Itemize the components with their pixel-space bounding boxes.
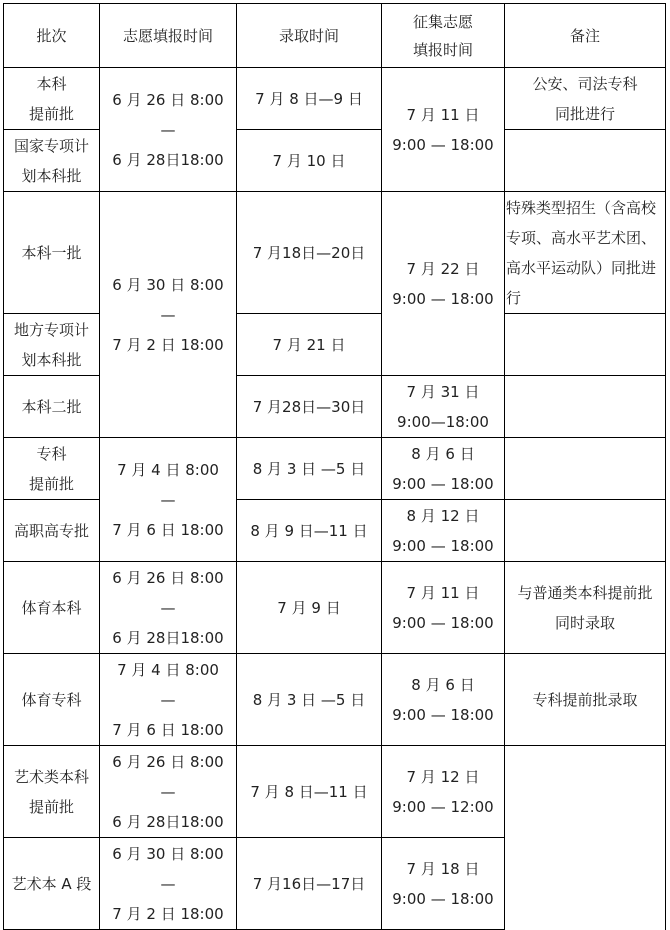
admit-time-cell bbox=[237, 68, 382, 130]
cell-text-line: 批次 bbox=[36, 26, 67, 45]
cell-text-line: 7 月18日—20日 bbox=[252, 243, 366, 262]
batch-cell bbox=[4, 438, 100, 500]
cell-text-line: 本科二批 bbox=[21, 397, 82, 416]
cell-text-line: 8 月 6 日 bbox=[411, 675, 475, 694]
cell-text-line: 9:00 — 18:00 bbox=[392, 289, 494, 308]
collect-time-cell bbox=[382, 376, 505, 438]
cell-text-line: 7 月28日—30日 bbox=[252, 397, 366, 416]
header-admit-time bbox=[237, 4, 382, 68]
cell-text-line: 7 月 10 日 bbox=[272, 151, 346, 170]
cell-text-line: 填报时间 bbox=[412, 40, 473, 59]
cell-text-line: 地方专项计 bbox=[13, 320, 89, 339]
cell-text-line: 8 月 6 日 bbox=[411, 444, 475, 463]
batch-cell bbox=[4, 838, 100, 930]
cell-text-line: 9:00 — 18:00 bbox=[392, 705, 494, 724]
cell-text-line: 7 月16日—17日 bbox=[252, 874, 366, 893]
cell-text-line: 9:00 — 18:00 bbox=[392, 536, 494, 555]
cell-text-line: 6 月 28日18:00 bbox=[112, 628, 224, 647]
fill-time-cell bbox=[100, 192, 237, 438]
cell-text-line: 录取时间 bbox=[278, 26, 339, 45]
cell-text-line: 7 月 4 日 8:00 bbox=[117, 660, 219, 679]
note-cell bbox=[505, 654, 666, 746]
cell-text-line: 征集志愿 bbox=[412, 12, 473, 31]
cell-text-line: 9:00 — 18:00 bbox=[392, 474, 494, 493]
cell-text-line: 7 月 6 日 18:00 bbox=[112, 520, 224, 539]
cell-text-line: 专科 bbox=[36, 444, 67, 463]
cell-text-line: 7 月 8 日—11 日 bbox=[250, 782, 368, 801]
cell-text-line: 提前批 bbox=[28, 797, 74, 816]
cell-text-line: 7 月 18 日 bbox=[406, 859, 480, 878]
header-note bbox=[505, 4, 666, 68]
cell-text-line: 9:00 — 18:00 bbox=[392, 889, 494, 908]
admit-time-cell bbox=[237, 838, 382, 930]
cell-text-line: — bbox=[160, 305, 176, 324]
table-row bbox=[4, 438, 666, 500]
cell-text-line: 国家专项计 bbox=[13, 136, 89, 155]
cell-text-line: 7 月 8 日—9 日 bbox=[255, 89, 363, 108]
collect-time-cell bbox=[382, 654, 505, 746]
admit-time-cell bbox=[237, 562, 382, 654]
collect-time-cell bbox=[382, 838, 505, 930]
cell-text-line: 提前批 bbox=[28, 474, 74, 493]
header-collect-time bbox=[382, 4, 505, 68]
fill-time-cell bbox=[100, 746, 237, 838]
cell-text-line: 7 月 2 日 18:00 bbox=[112, 904, 224, 923]
fill-time-cell bbox=[100, 838, 237, 930]
cell-text-line: 7 月 4 日 8:00 bbox=[117, 460, 219, 479]
cell-text-line: 体育专科 bbox=[21, 690, 82, 709]
collect-time-cell bbox=[382, 68, 505, 192]
admit-time-cell bbox=[237, 500, 382, 562]
batch-cell bbox=[4, 376, 100, 438]
fill-time-cell bbox=[100, 68, 237, 192]
batch-cell bbox=[4, 654, 100, 746]
admit-time-cell bbox=[237, 746, 382, 838]
cell-text-line: 公安、司法专科 bbox=[532, 74, 638, 93]
cell-text-line: — bbox=[160, 598, 176, 617]
cell-text-line: 7 月 2 日 18:00 bbox=[112, 335, 224, 354]
cell-text-line: — bbox=[160, 120, 176, 139]
cell-text-line: — bbox=[160, 490, 176, 509]
batch-cell bbox=[4, 68, 100, 130]
batch-cell bbox=[4, 562, 100, 654]
table-row bbox=[4, 654, 666, 746]
cell-text-line: 6 月 30 日 8:00 bbox=[112, 275, 224, 294]
note-cell bbox=[505, 376, 666, 438]
cell-text-line: 6 月 30 日 8:00 bbox=[112, 844, 224, 863]
cell-text-line: 同时录取 bbox=[554, 613, 615, 632]
cell-text-line: 7 月 11 日 bbox=[406, 583, 480, 602]
cell-text-line: 6 月 28日18:00 bbox=[112, 150, 224, 169]
admit-time-cell bbox=[237, 314, 382, 376]
cell-text-line: 7 月 22 日 bbox=[406, 259, 480, 278]
cell-text-line: — bbox=[160, 690, 176, 709]
batch-cell bbox=[4, 500, 100, 562]
header-fill-time bbox=[100, 4, 237, 68]
cell-text-line: 7 月 6 日 18:00 bbox=[112, 720, 224, 739]
fill-time-cell bbox=[100, 562, 237, 654]
cell-text-line: 8 月 12 日 bbox=[406, 506, 480, 525]
cell-text-line: 6 月 28日18:00 bbox=[112, 812, 224, 831]
note-cell bbox=[505, 192, 666, 314]
table-header-row bbox=[4, 4, 666, 68]
note-cell bbox=[505, 68, 666, 130]
cell-text-line: 9:00 — 12:00 bbox=[392, 797, 494, 816]
cell-text-line: 9:00—18:00 bbox=[397, 412, 489, 431]
cell-text-line: 7 月 9 日 bbox=[277, 598, 341, 617]
cell-text-line: 划本科批 bbox=[21, 166, 82, 185]
cell-text-line: 7 月 21 日 bbox=[272, 335, 346, 354]
admit-time-cell bbox=[237, 130, 382, 192]
cell-text-line: 6 月 26 日 8:00 bbox=[112, 90, 224, 109]
cell-text-line: — bbox=[160, 782, 176, 801]
cell-text-line: 特殊类型招生（含高校专项、高水平艺术团、高水平运动队）同批进行 bbox=[506, 198, 657, 307]
cell-text-line: 9:00 — 18:00 bbox=[392, 613, 494, 632]
cell-text-line: 9:00 — 18:00 bbox=[392, 135, 494, 154]
cell-text-line: 7 月 31 日 bbox=[406, 382, 480, 401]
admit-time-cell bbox=[237, 654, 382, 746]
batch-cell bbox=[4, 314, 100, 376]
cell-text-line: 高职高专批 bbox=[13, 521, 89, 540]
cell-text-line: 7 月 11 日 bbox=[406, 105, 480, 124]
cell-text-line: 本科一批 bbox=[21, 243, 82, 262]
fill-time-cell bbox=[100, 654, 237, 746]
collect-time-cell bbox=[382, 500, 505, 562]
cell-text-line: — bbox=[160, 874, 176, 893]
admit-time-cell bbox=[237, 438, 382, 500]
cell-text-line: 8 月 3 日 —5 日 bbox=[252, 459, 366, 478]
cell-text-line: 8 月 3 日 —5 日 bbox=[252, 690, 366, 709]
table-row bbox=[4, 562, 666, 654]
cell-text-line: 提前批 bbox=[28, 104, 74, 123]
admission-schedule-table bbox=[3, 3, 666, 930]
admit-time-cell bbox=[237, 192, 382, 314]
cell-text-line: 艺术类本科 bbox=[13, 767, 89, 786]
collect-time-cell bbox=[382, 746, 505, 838]
cell-text-line: 与普通类本科提前批 bbox=[517, 583, 653, 602]
note-cell bbox=[505, 746, 666, 930]
cell-text-line: 6 月 26 日 8:00 bbox=[112, 752, 224, 771]
cell-text-line: 艺术本 A 段 bbox=[11, 874, 92, 893]
cell-text-line: 志愿填报时间 bbox=[122, 26, 213, 45]
admit-time-cell bbox=[237, 376, 382, 438]
cell-text-line: 同批进行 bbox=[554, 104, 615, 123]
collect-time-cell bbox=[382, 438, 505, 500]
table-row bbox=[4, 746, 666, 838]
batch-cell bbox=[4, 746, 100, 838]
note-cell bbox=[505, 562, 666, 654]
note-cell bbox=[505, 500, 666, 562]
header-batch bbox=[4, 4, 100, 68]
table-row bbox=[4, 68, 666, 130]
cell-text-line: 7 月 12 日 bbox=[406, 767, 480, 786]
collect-time-cell bbox=[382, 192, 505, 376]
cell-text-line: 6 月 26 日 8:00 bbox=[112, 568, 224, 587]
note-cell bbox=[505, 130, 666, 192]
table-row bbox=[4, 192, 666, 314]
note-cell bbox=[505, 314, 666, 376]
cell-text-line: 本科 bbox=[36, 74, 67, 93]
cell-text-line: 专科提前批录取 bbox=[532, 690, 638, 709]
note-cell bbox=[505, 438, 666, 500]
cell-text-line: 8 月 9 日—11 日 bbox=[250, 521, 368, 540]
batch-cell bbox=[4, 192, 100, 314]
cell-text-line: 备注 bbox=[569, 26, 600, 45]
fill-time-cell bbox=[100, 438, 237, 562]
batch-cell bbox=[4, 130, 100, 192]
cell-text-line: 体育本科 bbox=[21, 598, 82, 617]
collect-time-cell bbox=[382, 562, 505, 654]
cell-text-line: 划本科批 bbox=[21, 350, 82, 369]
